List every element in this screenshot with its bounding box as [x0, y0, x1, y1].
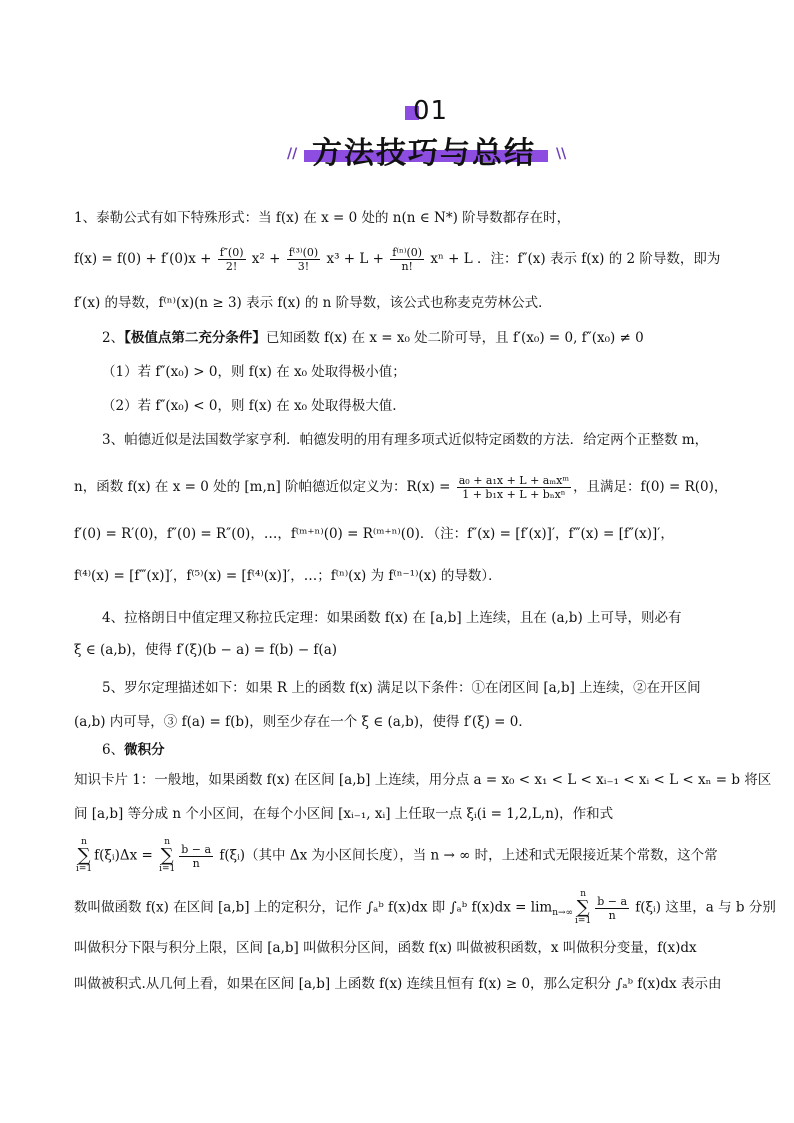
pade-lhs: R(x) = — [406, 479, 455, 495]
sum-top-2: n — [164, 837, 171, 847]
lagrange-theorem: 4、拉格朗日中值定理又称拉氏定理：如果函数 f(x) 在 [a,b] 上连续，且在 (a,b) 上可导，则必有 — [102, 610, 682, 626]
extremum-statement: 已知函数 f(x) 在 x = x₀ 处二阶可导，且 f′(x₀) = 0, f″(x₀) ≠ 0 — [265, 330, 644, 346]
calculus-partition: 间 [a,b] 等分成 n 个小区间，在每个小区间 [xᵢ₋₁, xᵢ] 上任取一点 ξᵢ(i = 1,2,L,n)，作和式 — [74, 806, 614, 822]
taylor-frac-3 — [287, 246, 320, 273]
taylor-formula-part2: x² + — [247, 251, 285, 267]
extremum-heading: 【极值点第二充分条件】 — [124, 330, 266, 346]
pade-note: f⁽⁴⁾(x) = [f‴(x)]′，f⁽⁵⁾(x) = [f⁽⁴⁾(x)]′，…；f⁽ⁿ⁾(x) 为 f⁽ⁿ⁻¹⁾(x) 的导数）． — [74, 568, 502, 584]
calculus-title: 微积分 — [124, 742, 165, 758]
taylor-frac-3-num: f⁽³⁾(0) — [288, 246, 319, 259]
riemann-frac-num: b − a — [181, 842, 212, 856]
taylor-frac-n-num: f⁽ⁿ⁾(0) — [392, 246, 423, 259]
taylor-frac-2-den: 2! — [225, 260, 238, 273]
right-slash-decoration: \\ — [556, 146, 567, 162]
taylor-formula-part3: x³ + L + — [322, 251, 389, 267]
rolle-theorem: 5、罗尔定理描述如下：如果 R 上的函数 f(x) 满足以下条件：①在闭区间 [a,b] 上连续，②在开区间 — [102, 680, 701, 696]
extremum-prefix: 2、 — [102, 330, 125, 346]
limit-subscript: n→∞ — [552, 908, 574, 919]
definite-integral-def — [74, 890, 776, 929]
left-slash-decoration: // — [287, 146, 298, 162]
integral-terms: 叫做积分下限与积分上限，区间 [a,b] 叫做积分区间，函数 f(x) 叫做被积函数，x 叫做积分变量，f(x)dx — [74, 940, 697, 956]
calculus-heading — [102, 740, 165, 760]
riemann-sum-rest: f(ξᵢ)（其中 Δx 为小区间长度），当 n → ∞ 时，上述和式无限接近某个常数，这个常 — [215, 847, 718, 864]
taylor-formula — [74, 244, 720, 274]
pade-definition-text: n，函数 f(x) 在 x = 0 处的 [m,n] 阶帕德近似定义为： — [74, 479, 407, 495]
integral-geometry: 叫做被积式.从几何上看，如果在区间 [a,b] 上函数 f(x) 连续且恒有 f(x) ≥ 0，那么定积分 ∫ₐᵇ f(x)dx 表示由 — [74, 976, 722, 992]
taylor-frac-n-den: n! — [401, 260, 413, 273]
sum-bottom-1: i=1 — [76, 864, 93, 874]
integral-frac-num: b − a — [597, 894, 628, 908]
sum-sigma-1: ∑ — [77, 845, 91, 866]
section-number — [405, 96, 465, 128]
definite-integral-rest: f(ξᵢ) 这里，a 与 b 分别 — [631, 899, 776, 916]
pade-conditions: f′(0) = R′(0)，f″(0) = R″(0)，…，f⁽ᵐ⁺ⁿ⁾(0) = R⁽ᵐ⁺ⁿ⁾(0)．（注：f″(x) = [f′(x)]′，f‴(x) = [f″(x)]′， — [74, 526, 674, 542]
sum-bottom-3: i=1 — [575, 916, 592, 926]
riemann-sum-lhs: f(ξᵢ)Δx = — [94, 847, 158, 864]
sum-sigma-3: ∑ — [576, 897, 590, 918]
rolle-conditions: (a,b) 内可导，③ f(a) = f(b)，则至少存在一个 ξ ∈ (a,b)，使得 f′(ξ) = 0． — [74, 714, 532, 730]
pade-numerator: a₀ + a₁x + L + aₘxᵐ — [458, 474, 570, 487]
sum-symbol-1 — [76, 838, 92, 874]
definite-integral-text: 数叫做函数 f(x) 在区间 [a,b] 上的定积分，记作 ∫ₐᵇ f(x)dx 即 ∫ₐᵇ f(x)dx = lim — [74, 899, 553, 916]
lagrange-result: ξ ∈ (a,b)，使得 f′(ξ)(b − a) = f(b) − f(a) — [74, 642, 338, 658]
sum-sigma-2: ∑ — [160, 845, 174, 866]
extremum-min: （1）若 f″(x₀) > 0，则 f(x) 在 x₀ 处取得极小值； — [102, 364, 406, 380]
riemann-sum — [74, 838, 718, 874]
taylor-frac-2-num: f″(0) — [219, 246, 244, 259]
section-title-text: 方法技巧与总结 — [312, 136, 536, 171]
taylor-formula-part1: f(x) = f(0) + f′(0)x + — [74, 251, 216, 267]
extremum-max: （2）若 f″(x₀) < 0，则 f(x) 在 x₀ 处取得极大值. — [102, 398, 397, 414]
taylor-frac-2 — [218, 246, 246, 273]
pade-denominator: 1 + b₁x + L + bₙxⁿ — [462, 488, 566, 501]
section-number-text: 01 — [413, 96, 449, 126]
integral-frac-den: n — [608, 908, 616, 922]
taylor-frac-3-den: 3! — [297, 260, 310, 273]
pade-condition: ，且满足：f(0) = R(0)， — [573, 479, 728, 495]
sum-symbol-2 — [159, 838, 175, 874]
calculus-prefix: 6、 — [102, 742, 125, 758]
taylor-frac-n — [390, 246, 424, 273]
sum-top-3: n — [580, 889, 587, 899]
taylor-note: f′(x) 的导数，f⁽ⁿ⁾(x)(n ≥ 3) 表示 f(x) 的 n 阶导数，该公式也称麦克劳林公式． — [74, 295, 552, 311]
section-title — [300, 128, 580, 171]
pade-definition — [74, 472, 727, 502]
taylor-formula-part4: xⁿ + L ．注：f″(x) 表示 f(x) 的 2 阶导数，即为 — [426, 251, 721, 267]
sum-bottom-2: i=1 — [159, 864, 176, 874]
riemann-frac-den: n — [192, 856, 200, 870]
calculus-card-1: 知识卡片 1：一般地，如果函数 f(x) 在区间 [a,b] 上连续，用分点 a = x₀ < x₁ < L < xᵢ₋₁ < xᵢ < L < xₙ = b 将区 — [74, 772, 772, 788]
sum-top-1: n — [81, 837, 87, 847]
pade-fraction — [457, 474, 571, 501]
integral-fraction — [595, 895, 629, 922]
sum-symbol-3 — [575, 890, 591, 926]
pade-intro: 3、帕德近似是法国数学家亨利．帕德发明的用有理多项式近似特定函数的方法．给定两个正整数 m， — [102, 432, 709, 448]
extremum-condition — [102, 328, 644, 348]
taylor-intro: 1、泰勒公式有如下特殊形式：当 f(x) 在 x = 0 处的 n(n ∈ N*) 阶导数都存在时， — [74, 210, 571, 226]
riemann-fraction — [179, 843, 213, 870]
